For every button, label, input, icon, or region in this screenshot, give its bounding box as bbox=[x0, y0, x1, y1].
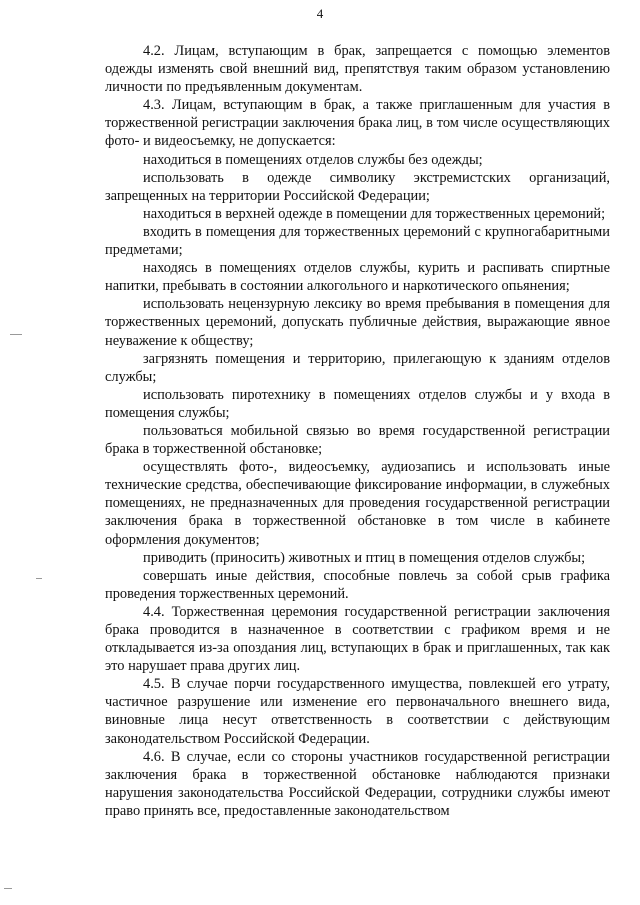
list-item: осуществлять фото-, видеосъемку, аудиозапись и использовать иные технические средства, обеспечивающие фиксирование информации, в служебных помещениях, не предназначенных для проведения государственной регистрации заключения брака в торжественной обстановке в том числе в кабинете оформления документов; bbox=[105, 459, 610, 548]
paragraph-4-6: 4.6. В случае, если со стороны участников государственной регистрации заключения брака в торжественной обстановке наблюдаются признаки нарушения законодательства Российской Федерации, сотрудники службы имеют право принять все, предоставленные законодательством bbox=[105, 748, 610, 819]
paragraph-4-5: 4.5. В случае порчи государственного имущества, повлекшей его утрату, частичное разрушение или изменение его первоначального внешнего вида, виновные лица несут ответственность в соответствии с действующим законодательством Российской Федерации. bbox=[105, 676, 610, 747]
list-item: находясь в помещениях отделов службы, курить и распивать спиртные напитки, пребывать в состоянии алкогольного и наркотического опьянения; bbox=[105, 260, 610, 295]
list-item: пользоваться мобильной связью во время государственной регистрации брака в торжественной обстановке; bbox=[105, 422, 610, 458]
paragraph-4-3: 4.3. Лицам, вступающим в брак, а также приглашенным для участия в торжественной регистрации заключения брака лиц, в том числе осуществляющих фото- и видеосъемку, не допускается: bbox=[105, 97, 610, 150]
scan-artifact-mark bbox=[36, 578, 42, 579]
page-number: 4 bbox=[316, 6, 324, 21]
paragraph-4-2: 4.2. Лицам, вступающим в брак, запрещается с помощью элементов одежды изменять свой внешний вид, препятствуя таким образом установлению личности по предъявленным документам. bbox=[105, 43, 610, 96]
scan-artifact-mark bbox=[10, 334, 22, 335]
list-item: использовать в одежде символику экстремистских организаций, запрещенных на территории Российской Федерации; bbox=[105, 169, 610, 204]
list-item: находиться в помещениях отделов службы без одежды; bbox=[143, 151, 483, 168]
list-item: входить в помещения для торжественных церемоний с крупногабаритными предметами; bbox=[105, 223, 610, 259]
document-body bbox=[105, 42, 610, 820]
list-item: использовать пиротехнику в помещениях отделов службы и у входа в помещения службы; bbox=[105, 386, 610, 421]
list-item: загрязнять помещения и территорию, прилегающую к зданиям отделов службы; bbox=[105, 350, 610, 385]
list-item: находиться в верхней одежде в помещении для торжественных церемоний; bbox=[143, 205, 606, 222]
list-item: использовать нецензурную лексику во время пребывания в помещения для торжественных церемоний, допускать публичные действия, выражающие явное неуважение к обществу; bbox=[105, 296, 610, 349]
scan-artifact-mark bbox=[4, 888, 12, 889]
list-item: приводить (приносить) животных и птиц в помещения отделов службы; bbox=[143, 549, 586, 566]
list-item: совершать иные действия, способные повлечь за собой срыв графика проведения торжественных церемоний. bbox=[105, 567, 610, 602]
paragraph-4-4: 4.4. Торжественная церемония государственной регистрации заключения брака проводится в назначенное в соответствии с графиком время и не откладывается из-за опоздания лиц, вступающих в брак и приглашенных, так как это нарушает права других лиц. bbox=[105, 603, 610, 675]
